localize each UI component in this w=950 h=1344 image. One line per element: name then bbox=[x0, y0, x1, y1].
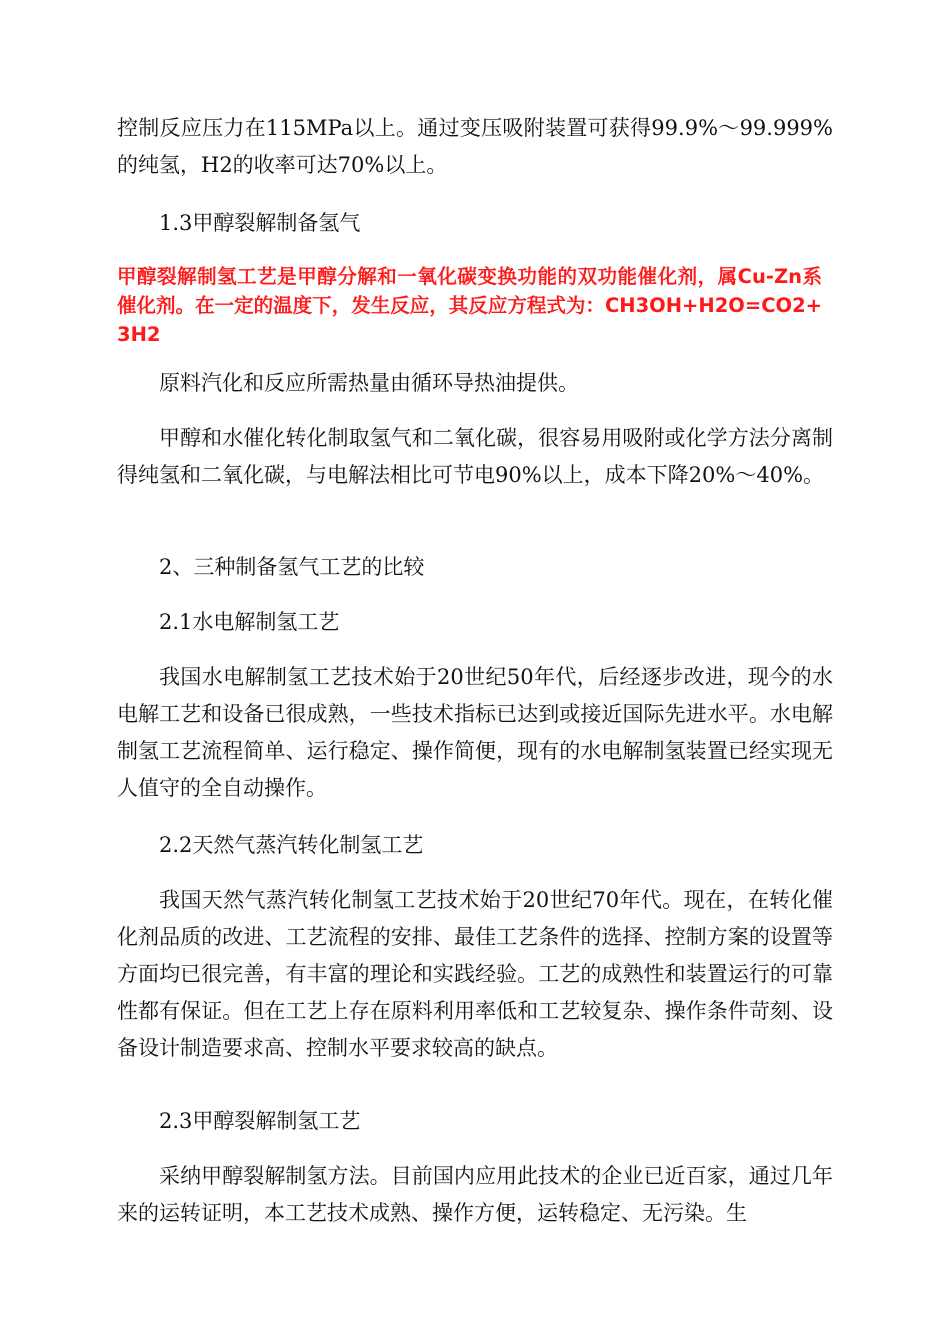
paragraph-heat-supply: 原料汽化和反应所需热量由循环导热油提供。 bbox=[159, 371, 579, 395]
highlighted-paragraph: 甲醇裂解制氢工艺是甲醇分解和一氧化碳变换功能的双功能催化剂，属Cu-Zn系催化剂。在一定的温度下，发生反应，其反应方程式为：CH3OH+H2O=CO2+3H2 bbox=[117, 265, 822, 346]
section-heading-2: 2、三种制备氢气工艺的比较 bbox=[159, 555, 425, 579]
section-heading-2-2: 2.2天然气蒸汽转化制氢工艺 bbox=[159, 833, 424, 857]
paragraph-methanol-cracking: 采纳甲醇裂解制氢方法。目前国内应用此技术的企业已近百家，通过几年来的运转证明，本工艺技术成熟、操作方便，运转稳定、无污染。生 bbox=[117, 1164, 833, 1225]
paragraph-natural-gas: 我国天然气蒸汽转化制氢工艺技术始于20世纪70年代。现在，在转化催化剂品质的改进、工艺流程的安排、最佳工艺条件的选择、控制方案的设置等方面均已很完善，有丰富的理论和实践经验。工艺的成熟性和装置运行的可靠性都有保证。但在工艺上存在原料利用率低和工艺较复杂、操作条件苛刻、设备设计制造要求高、控制水平要求较高的缺点。 bbox=[117, 888, 833, 1060]
paragraph-continuation: 控制反应压力在115MPa以上。通过变压吸附装置可获得99.9%～99.999%的纯氢，H2的收率可达70%以上。 bbox=[117, 116, 833, 177]
paragraph-methanol-conversion: 甲醇和水催化转化制取氢气和二氧化碳，很容易用吸附或化学方法分离制得纯氢和二氧化碳，与电解法相比可节电90%以上，成本下降20%～40%。 bbox=[117, 426, 833, 487]
section-heading-2-1: 2.1水电解制氢工艺 bbox=[159, 610, 340, 634]
section-heading-2-3: 2.3甲醇裂解制氢工艺 bbox=[159, 1109, 361, 1133]
paragraph-water-electrolysis: 我国水电解制氢工艺技术始于20世纪50年代，后经逐步改进，现今的水电解工艺和设备已很成熟，一些技术指标已达到或接近国际先进水平。水电解制氢工艺流程简单、运行稳定、操作简便，现有的水电解制氢装置已经实现无人值守的全自动操作。 bbox=[117, 665, 833, 800]
section-heading-1-3: 1.3甲醇裂解制备氢气 bbox=[159, 211, 361, 235]
